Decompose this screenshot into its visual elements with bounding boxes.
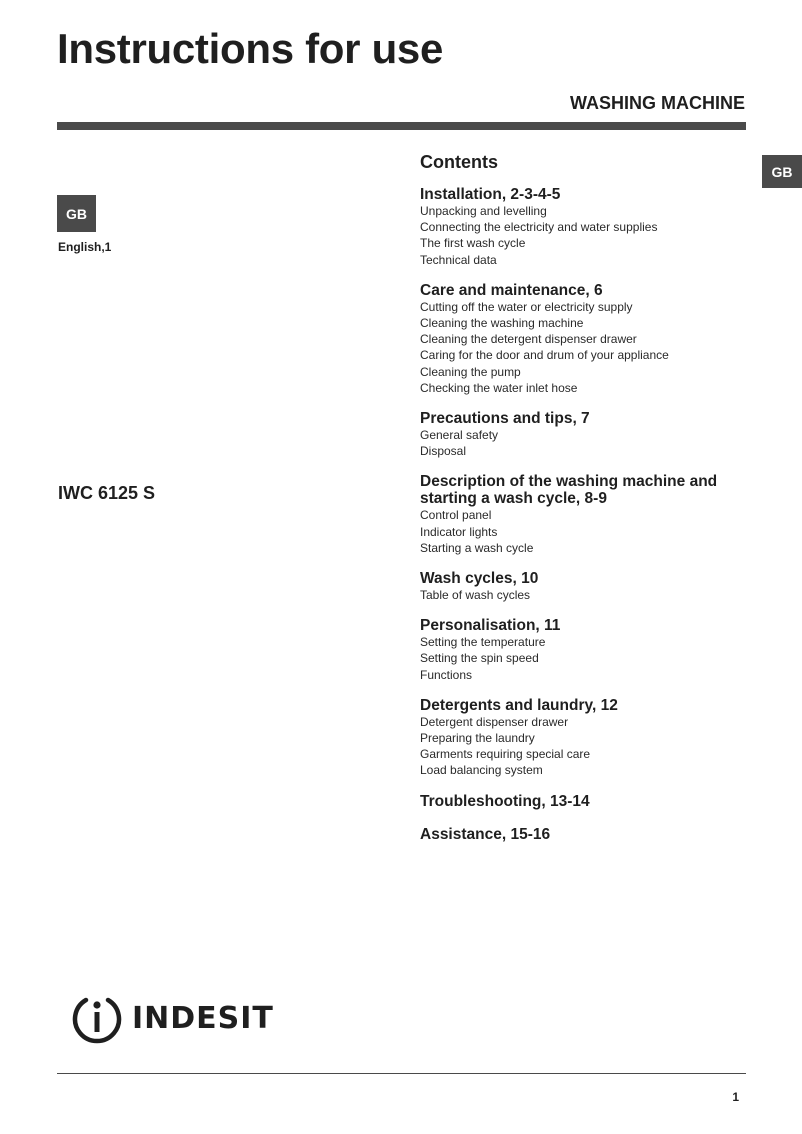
section-title: Assistance, 15-16 (420, 825, 551, 843)
section-title: Troubleshooting, 13-14 (420, 792, 590, 810)
section-item: Technical data (420, 252, 497, 267)
section-title: Precautions and tips, 7 (420, 410, 590, 428)
contents-section (420, 570, 750, 603)
contents-section (420, 793, 750, 810)
section-item: Cleaning the detergent dispenser drawer (420, 332, 637, 347)
section-item: Connecting the electricity and water supplies (420, 220, 658, 235)
section-title: Detergents and laundry, 12 (420, 696, 618, 714)
section-item: Unpacking and levelling (420, 204, 547, 218)
section-item: The first wash cycle (420, 236, 526, 251)
brand-logo (70, 990, 274, 1046)
section-item: Setting the spin speed (420, 651, 539, 666)
section-item: Caring for the door and drum of your appliance (420, 348, 669, 363)
contents-heading: Contents (420, 152, 498, 172)
footer-rule (57, 1073, 746, 1074)
document-title: Instructions for use (57, 25, 444, 72)
contents-section (420, 282, 750, 396)
section-item: Preparing the laundry (420, 731, 535, 746)
model-number: IWC 6125 S (58, 483, 156, 503)
section-item: Checking the water inlet hose (420, 380, 578, 395)
section-item: Cutting off the water or electricity supply (420, 299, 633, 314)
section-title: Description of the washing machine and starting a wash cycle, 8-9 (420, 473, 718, 508)
section-item: Table of wash cycles (420, 588, 531, 603)
section-item: Load balancing system (420, 763, 543, 778)
section-item: Detergent dispenser drawer (420, 714, 569, 729)
contents-section (420, 473, 750, 556)
section-item: Functions (420, 667, 473, 682)
indesit-logo-icon (70, 991, 124, 1045)
section-title: Care and maintenance, 6 (420, 281, 603, 299)
header-rule (57, 122, 746, 130)
brand-name: INDESIT (132, 1000, 274, 1036)
section-item: Cleaning the pump (420, 364, 521, 379)
page-number: 1 (732, 1090, 739, 1104)
language-label: English,1 (58, 240, 112, 254)
section-title: Wash cycles, 10 (420, 570, 539, 588)
section-item: Control panel (420, 508, 492, 523)
section-item: General safety (420, 428, 499, 443)
section-item: Starting a wash cycle (420, 540, 534, 555)
section-item: Cleaning the washing machine (420, 316, 584, 331)
contents-section (420, 410, 750, 459)
section-item: Disposal (420, 444, 467, 459)
contents-sections (420, 186, 750, 843)
section-title: Installation, 2-3-4-5 (420, 186, 561, 203)
section-item: Indicator lights (420, 524, 498, 539)
contents-section (420, 826, 750, 843)
document-subtitle: WASHING MACHINE (570, 93, 745, 113)
table-of-contents (420, 151, 750, 859)
language-tab: GB (762, 155, 802, 188)
language-badge: GB (57, 195, 96, 232)
contents-section (420, 186, 750, 268)
section-item: Garments requiring special care (420, 747, 591, 762)
contents-section (420, 697, 750, 779)
section-title: Personalisation, 11 (420, 617, 561, 635)
section-item: Setting the temperature (420, 635, 546, 650)
contents-section (420, 617, 750, 683)
